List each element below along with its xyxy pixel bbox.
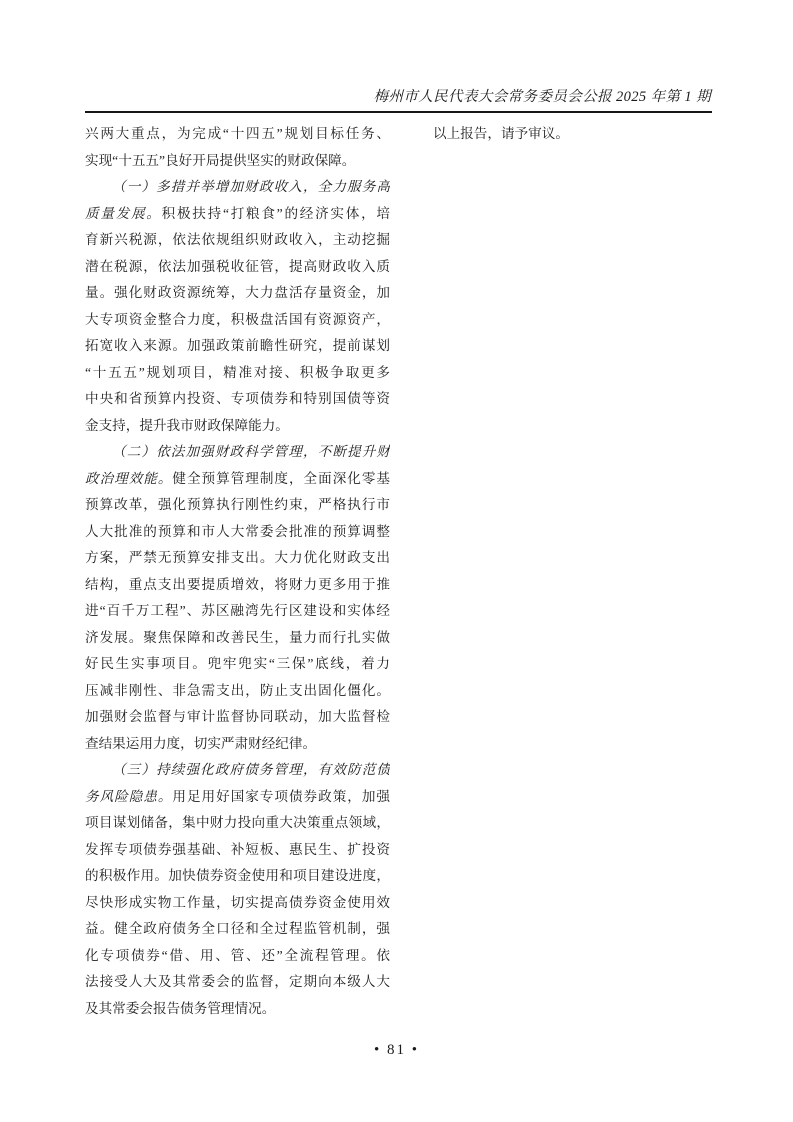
text-line	[85, 916, 390, 943]
body-text: 及其常委会报告债务管理情况。	[85, 1000, 276, 1016]
text-line	[85, 996, 390, 1023]
text-line	[85, 731, 390, 758]
section-heading-text: （二）依法加强财政科学管理，不断提升财	[112, 444, 390, 459]
body-text: 方案，严禁无预算安排支出。大力优化财政支出	[85, 550, 390, 565]
body-text: 育新兴税源，依法依规组织财政收入，主动挖掘	[85, 232, 390, 247]
body-text: 兴两大重点，为完成“十四五”规划目标任务、	[85, 126, 390, 141]
body-text: 进“百千万工程”、苏区融湾先行区建设和实体经	[85, 603, 390, 618]
text-line	[85, 280, 390, 307]
body-text: 结构，重点支出要提质增效，将财力更多用于推	[85, 576, 390, 592]
text-line	[85, 333, 390, 360]
body-text: 潜在税源，依法加强税收征管，提高财政收入质	[85, 258, 390, 274]
body-text: 压减非刚性、非急需支出，防止支出固化僵化。	[85, 682, 390, 698]
left-column	[85, 121, 390, 1022]
section-heading-text: 政治理效能。	[85, 470, 173, 486]
body-text: 好民生实事项目。兜牢兜实“三保”底线，着力	[85, 656, 390, 671]
body-text: 项目谋划储备，集中财力投向重大决策重点领域，	[85, 815, 390, 830]
body-text: 用足用好国家专项债券政策，加强	[172, 788, 390, 804]
text-line	[85, 439, 390, 466]
text-line	[85, 492, 390, 519]
text-line	[85, 837, 390, 864]
text-line	[85, 360, 390, 387]
text-line	[85, 307, 390, 334]
text-line	[85, 519, 390, 546]
text-line	[85, 810, 390, 837]
body-text: 法接受人大及其常委会的监督，定期向本级人大	[85, 974, 390, 989]
body-text: 拓宽收入来源。加强政策前瞻性研究，提前谋划	[85, 338, 390, 353]
body-text: 大专项资金整合力度，积极盘活国有资源资产，	[85, 311, 390, 327]
body-text: 加强财会监督与审计监督协同联动，加大监督检	[85, 709, 390, 724]
text-line	[85, 413, 390, 440]
text-line	[85, 651, 390, 678]
text-line	[85, 148, 390, 175]
text-line	[85, 625, 390, 652]
text-line	[85, 201, 390, 228]
text-line	[85, 466, 390, 493]
body-text: 以上报告，请予审议。	[433, 126, 569, 141]
section-heading-text: （一）多措并举增加财政收入，全力服务高	[112, 179, 390, 194]
text-line	[85, 704, 390, 731]
body-text: 济发展。聚焦保障和改善民生，量力而行扎实做	[85, 629, 390, 645]
text-line	[85, 678, 390, 705]
body-text: 人大批准的预算和市人大常委会批准的预算调整	[85, 523, 390, 539]
header-title: 梅州市人民代表大会常务委员会公报 2025 年第 1 期	[373, 89, 711, 105]
text-line	[85, 784, 390, 811]
body-text: 化专项债券“借、用、管、还”全流程管理。依	[85, 947, 390, 963]
section-heading-text: 质量发展。	[85, 205, 162, 221]
body-text: 尽快形成实物工作量，切实提高债券资金使用效	[85, 894, 390, 910]
body-text: 实现“十五五”良好开局提供坚实的财政保障。	[85, 152, 356, 168]
body-text: 积极扶持“打粮食”的经济实体，培	[161, 205, 390, 221]
body-text: 金支持，提升我市财政保障能力。	[85, 417, 289, 433]
page-number: • 81 •	[373, 1042, 419, 1058]
body-text: 的积极作用。加快债券资金使用和项目建设进度，	[85, 868, 390, 883]
section-heading-text: （三）持续强化政府债务管理，有效防范债	[112, 762, 390, 777]
text-line	[85, 598, 390, 625]
body-text: 中央和省预算内投资、专项债券和特别国债等资	[85, 391, 390, 406]
section-heading-text: 务风险隐患。	[85, 788, 173, 804]
text-line	[85, 121, 390, 148]
header-rule	[85, 111, 712, 113]
text-line	[85, 572, 390, 599]
body-text: 量。强化财政资源统筹，大力盘活存量资金，加	[85, 285, 390, 300]
text-line	[85, 386, 390, 413]
text-line	[85, 890, 390, 917]
text-line	[85, 174, 390, 201]
body-text: 健全预算管理制度，全面深化零基	[172, 470, 390, 486]
body-text: 查结果运用力度，切实严肃财经纪律。	[85, 735, 317, 751]
body-text: 发挥专项债券强基础、补短板、惠民生、扩投资	[85, 841, 390, 857]
text-line	[85, 545, 390, 572]
text-line	[85, 254, 390, 281]
text-line	[85, 227, 390, 254]
page-footer	[0, 1042, 793, 1059]
text-line	[406, 121, 711, 148]
text-line	[85, 757, 390, 784]
right-column	[406, 121, 711, 148]
text-line	[85, 863, 390, 890]
text-line	[85, 969, 390, 996]
body-text: 预算改革，强化预算执行刚性约束，严格执行市	[85, 497, 390, 512]
text-line	[85, 943, 390, 970]
body-text: “十五五”规划项目，精准对接、积极争取更多	[85, 364, 390, 380]
body-text: 益。健全政府债务全口径和全过程监管机制，强	[85, 921, 390, 936]
